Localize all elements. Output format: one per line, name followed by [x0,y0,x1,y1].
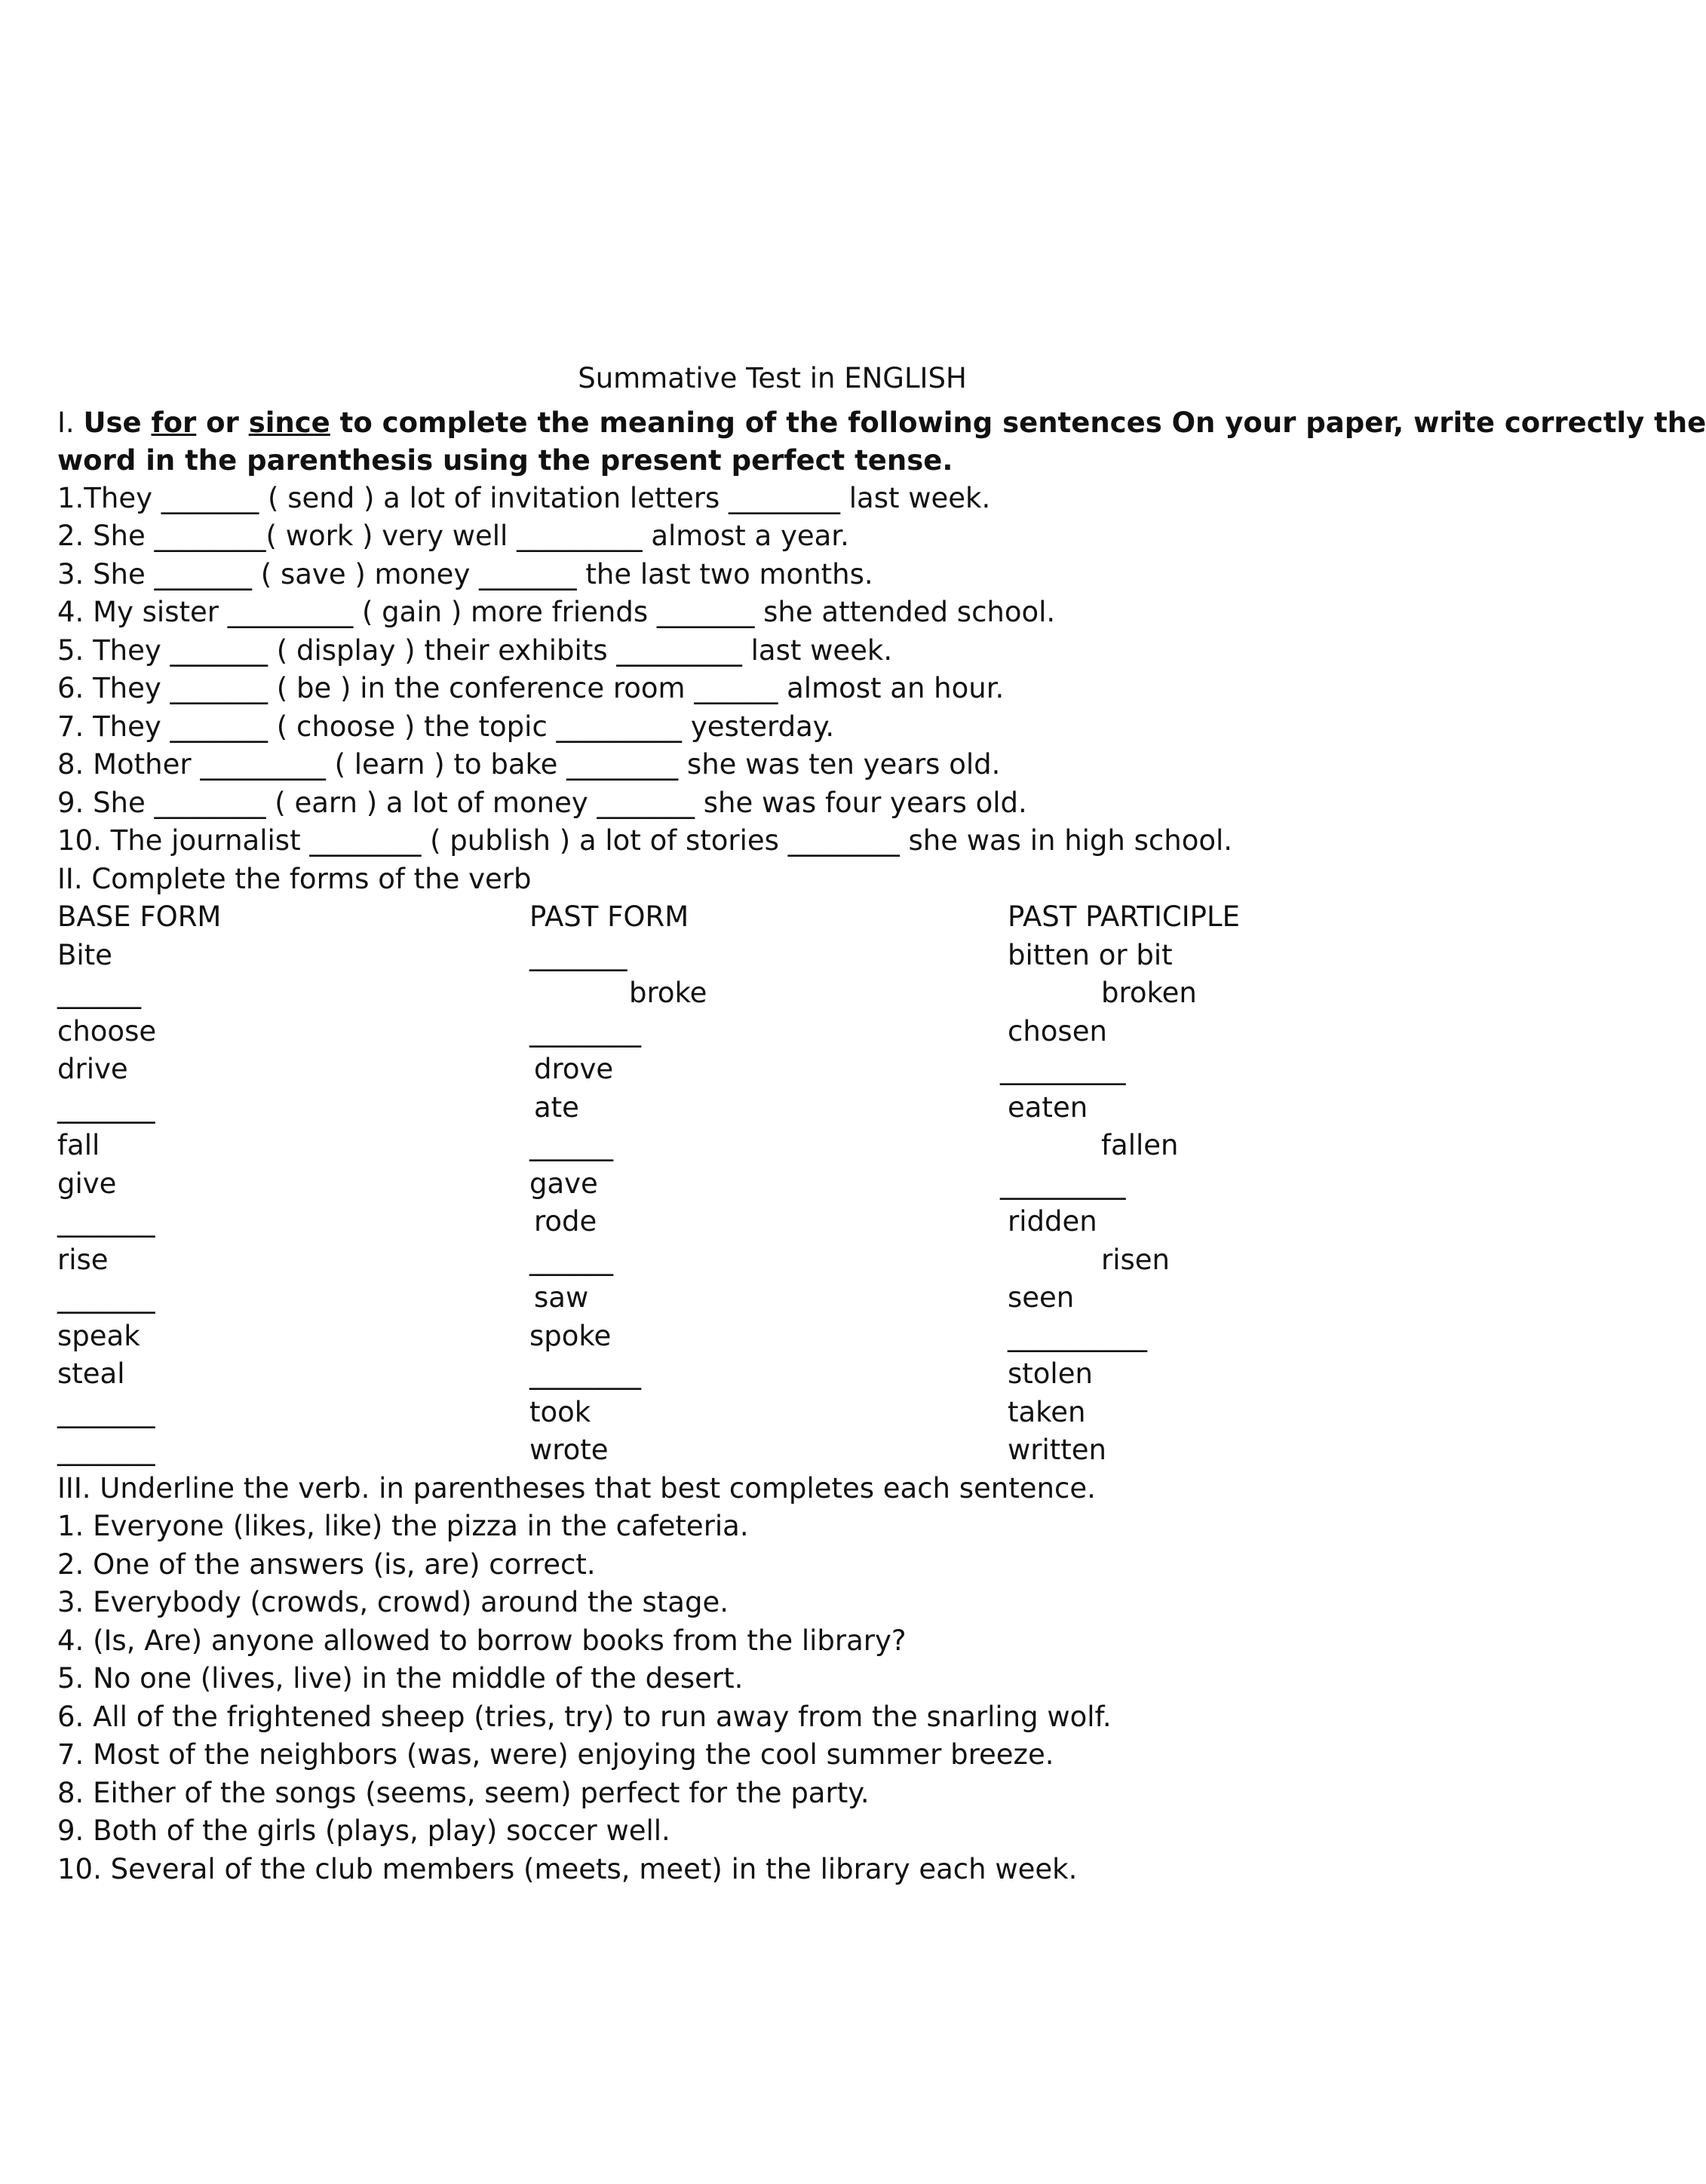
part1-item-6: 6. They _______ ( be ) in the conference room ______ almost an hour. [57,672,1005,704]
verb-past: spoke [529,1320,612,1352]
page-title: Summative Test in ENGLISH [578,362,967,394]
verb-pp: seen [1008,1281,1075,1314]
part1-item-1: 1.They _______ ( send ) a lot of invitation letters ________ last week. [57,482,991,514]
verb-base: choose [57,1015,157,1048]
verb-pp: __________ [1008,1320,1147,1352]
part1-item-4: 4. My sister _________ ( gain ) more friends _______ she attended school. [57,596,1056,628]
verb-pp: taken [1008,1396,1086,1428]
part3-item-9: 9. Both of the girls (plays, play) soccer well. [57,1814,670,1847]
part3-item-6: 6. All of the frightened sheep (tries, try) to run away from the snarling wolf. [57,1701,1112,1733]
instr-or: or [196,406,249,439]
verb-pp: _________ [1000,1167,1126,1200]
verb-past: ______ [529,1129,613,1161]
part3-item-2: 2. One of the answers (is, are) correct. [57,1548,596,1581]
verb-pp: chosen [1008,1015,1107,1048]
col-header-pp: PAST PARTICIPLE [1008,900,1240,933]
part1-item-3: 3. She _______ ( save ) money _______ the last two months. [57,558,873,590]
verb-pp: bitten or bit [1008,939,1173,971]
part1-item-5: 5. They _______ ( display ) their exhibits _________ last week. [57,634,893,667]
verb-base: rise [57,1244,109,1276]
instr-use: Use [83,406,152,439]
verb-base: steal [57,1357,125,1390]
part3-item-1: 1. Everyone (likes, like) the pizza in the cafeteria. [57,1510,749,1542]
part3-heading: III. Underline the verb. in parentheses that best completes each sentence. [57,1472,1096,1505]
part3-item-8: 8. Either of the songs (seems, seem) perfect for the party. [57,1777,870,1809]
verb-past: _______ [529,939,627,971]
instr-for: for [151,406,197,439]
part3-item-3: 3. Everybody (crowds, crowd) around the stage. [57,1586,729,1618]
part1-instruction-line2: word in the parenthesis using the present perfect tense. [57,444,953,477]
verb-pp: stolen [1008,1357,1093,1390]
verb-pp: fallen [1101,1129,1179,1161]
part3-item-10: 10. Several of the club members (meets, meet) in the library each week. [57,1853,1078,1885]
verb-base: ______ [57,977,141,1009]
col-header-base: BASE FORM [57,900,222,933]
instr-since: since [248,406,330,439]
verb-base: speak [57,1320,140,1352]
part1-instruction [57,404,1706,442]
part3-item-7: 7. Most of the neighbors (was, were) enjoying the cool summer breeze. [57,1738,1054,1771]
verb-pp: _________ [1000,1053,1126,1085]
verb-past: saw [534,1281,589,1314]
part3-item-5: 5. No one (lives, live) in the middle of the desert. [57,1662,744,1695]
verb-past: rode [534,1205,597,1238]
verb-past: ______ [529,1244,613,1276]
verb-base: give [57,1167,117,1200]
part1-item-8: 8. Mother _________ ( learn ) to bake ________ she was ten years old. [57,748,1001,781]
verb-pp: written [1008,1434,1106,1466]
verb-base: _______ [57,1091,155,1124]
verb-past: wrote [529,1434,609,1466]
part2-heading: II. Complete the forms of the verb [57,863,532,895]
verb-base: Bite [57,939,112,971]
verb-pp: broken [1101,977,1197,1009]
col-header-past: PAST FORM [529,900,689,933]
verb-base: _______ [57,1205,155,1238]
verb-past: drove [534,1053,614,1085]
verb-pp: eaten [1008,1091,1088,1124]
verb-pp: ridden [1008,1205,1097,1238]
part3-item-4: 4. (Is, Are) anyone allowed to borrow books from the library? [57,1624,907,1657]
verb-past: gave [529,1167,598,1200]
verb-past: took [529,1396,591,1428]
verb-past: ________ [529,1357,641,1390]
verb-past: broke [629,977,707,1009]
verb-base: _______ [57,1396,155,1428]
part1-number: I. [57,406,84,439]
part1-item-2: 2. She ________( work ) very well _________ almost a year. [57,520,849,552]
verb-base: _______ [57,1434,155,1466]
verb-base: fall [57,1129,100,1161]
verb-pp: risen [1101,1244,1170,1276]
verb-base: _______ [57,1281,155,1314]
part1-item-10: 10. The journalist ________ ( publish ) a lot of stories ________ she was in high school. [57,824,1233,857]
part1-item-7: 7. They _______ ( choose ) the topic _________ yesterday. [57,710,835,743]
verb-past: ate [534,1091,579,1124]
verb-base: drive [57,1053,128,1085]
instr-rest: to complete the meaning of the following sentences On your paper, write correctly the [330,406,1706,439]
verb-past: ________ [529,1015,641,1048]
part1-item-9: 9. She ________ ( earn ) a lot of money _______ she was four years old. [57,787,1027,819]
